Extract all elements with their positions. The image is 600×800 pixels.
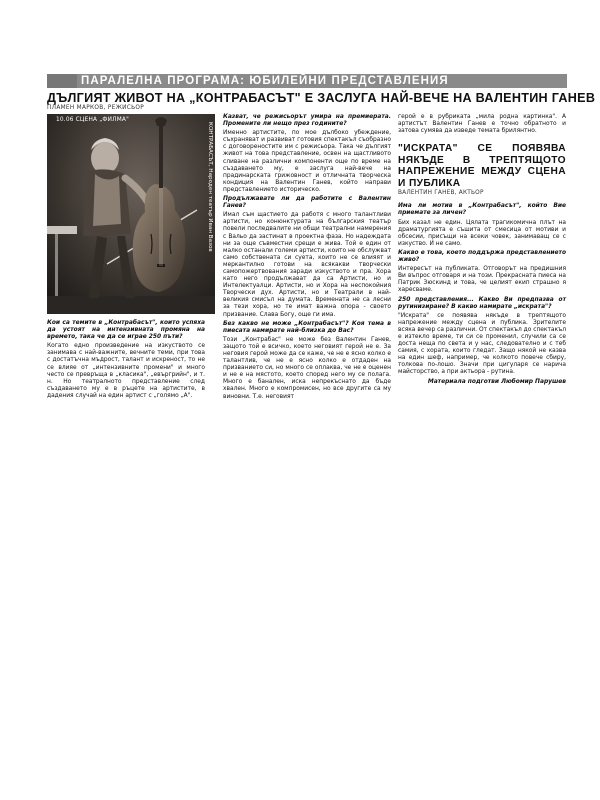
double-bass-illustration (47, 114, 215, 314)
interview-byline: ВАЛЕНТИН ГАНЕВ, АКТЬОР (398, 190, 484, 197)
article-byline: ПЛАМЕН МАРКОВ, РЕЖИСЬОР (47, 105, 145, 111)
column-2 (223, 114, 391, 403)
question: Какво е това, което поддържа представлението живо? (398, 249, 566, 264)
article-headline: ДЪЛГИЯТ ЖИВОТ НА „КОНТРАБАСЪТ" Е ЗАСЛУГА НАЙ-ВЕЧЕ НА ВАЛЕНТИН ГАНЕВ (47, 91, 596, 105)
photo-credit: КОНТРАБАСЪТ, Народен театър Иван Вазов (207, 122, 213, 252)
answer: Именно артистите, по мое дълбоко убеждение, съхраняват и развиват готовия спектакъл съобразно с договореностите им с режисьора. Така че дългият живот на това представление, освен на щастливото сливане на различни компоненти още по време на създаването му, е заслуга най-вече на прадинарската грижовност и отличната творческа кондиция на Валентин Ганев, който направи представлението историческо. (223, 130, 391, 193)
question: 250 представления... Какво Ви предпазва от рутинизиране? В какво намирате „искрата"? (398, 296, 566, 310)
section-bar-accent (47, 74, 77, 88)
answer: Бих казал не един. Цялата трагикомична плът на драматургията е съшита от смесица от мотиви и обсесии, присъщи на всеки човек, занимаващ се с изкуство. И не само. (398, 219, 566, 247)
question: Продължавате ли да работите с Валентин Ганев? (223, 196, 391, 210)
photo-caption-label: 10.06 СЦЕНА „ФИЛМА" (56, 117, 129, 123)
column-1 (47, 320, 205, 402)
answer: Този „Контрабас" не може без Валентин Ганев, защото той е всичко, което неговият герой не е. За неговия герой може да се каже, че не е ясно колко е талантлив, че не е ясно колко е отдаден на призванието си, но много се оплаква, че не е оценен и не е на мястото, което според него му се полага. Много е банален, иска непрекъснато да бъде хвален. Много е компромисен, но все другите са му виновни. Т.е. неговият (223, 336, 391, 400)
interview-headline: "ИСКРАТА" СЕ ПОЯВЯВА НЯКЪДЕ В ТРЕПТЯЩОТО НАПРЕЖЕНИЕ МЕЖДУ СЦЕНА И ПУБЛИКА (398, 143, 566, 189)
continued-text: герой е в рубриката „мила родна картинка". А артистът Валентин Ганев е точно обратното и затова сумява да изведе темата брилянтно. (398, 114, 566, 135)
section-title: ПАРАЛЕЛНА ПРОГРАМА: ЮБИЛЕЙНИ ПРЕДСТАВЛЕНИЯ (81, 75, 449, 87)
question: Казват, че режисьорът умира на премиерата. Промените ли нещо през годините? (223, 114, 391, 128)
answer: Интересът на публиката. Отговорът на предишния Ви въпрос отговаря и на този. Прекрасната пиеса на Патрик Зюскинд и това, че целият екип страшно я харесваме. (398, 266, 566, 294)
question: Без какво не може „Контрабасът"? Коя тема в пиесата намирате най-близка до Вас? (223, 320, 391, 334)
answer: Когато едно произведение на изкуството се занимава с най-важните, вечните теми, при това с достатъчна мъдрост, талант и искреност, то не се влияе от „интензивните промени" и много често се превръща в „класика", „евъргрийн", и т. н. Но театралното представление след създаването му е в ръцете на артистите, в дадения случай на един артист с „голямо „А". (47, 343, 205, 399)
answer: "Искрата" се появява някъде в трептящото напрежение между сцена и публика. Зрителите всяка вечер са различни. От спектакъл до спектакъл е изтекло време, ти си се променил, случили са се доста неща по света и у нас, следователно и с теб самия, с хората, които гледат. Защо някой не казва на един шеф, например, че колкото повече сбиру, толкова по-лошо. Значи при цигуларя се нарича майсторство, а при актьора - рутина. (398, 312, 566, 376)
column-3 (398, 114, 566, 388)
section-bar (47, 74, 567, 88)
author-signature: Материала подготви Любомир Парушев (427, 378, 566, 385)
newspaper-page (47, 74, 596, 764)
performance-photo (47, 114, 215, 314)
question: Има ли мотив в „Контрабасът", който Вие приемате за личен? (398, 203, 566, 217)
question: Кои са темите в „Контрабасът", които успяха да устоят на интензивната промяна на времето, така че да се играе 250 пъти? (47, 320, 205, 341)
answer: Имал съм щастието да работя с много талантливи артисти, но конюнктурата на българския театър повели последвалите ни общи театрални намерения с Вальо да застинат в проектна фаза. Но надеждата ни за още съвместни срещи е жива. Той е един от малко останали големи артисти, които не обслужват само собствената си суета, които не се влияят и меркантилно готови на всякакви творчески самопожертвования заради изкуството и пра. Хора като него продължават да са Артисти, но и Интелектуалци. Артисти, но и Хора на неспокойния Творчески дух. Артисти, но и Театрали в най-великия смисъл на думата. Времената не са лесни за тези хора, но те имат важна опора - своето призвание. Слава Богу, още ги има. (223, 212, 391, 318)
